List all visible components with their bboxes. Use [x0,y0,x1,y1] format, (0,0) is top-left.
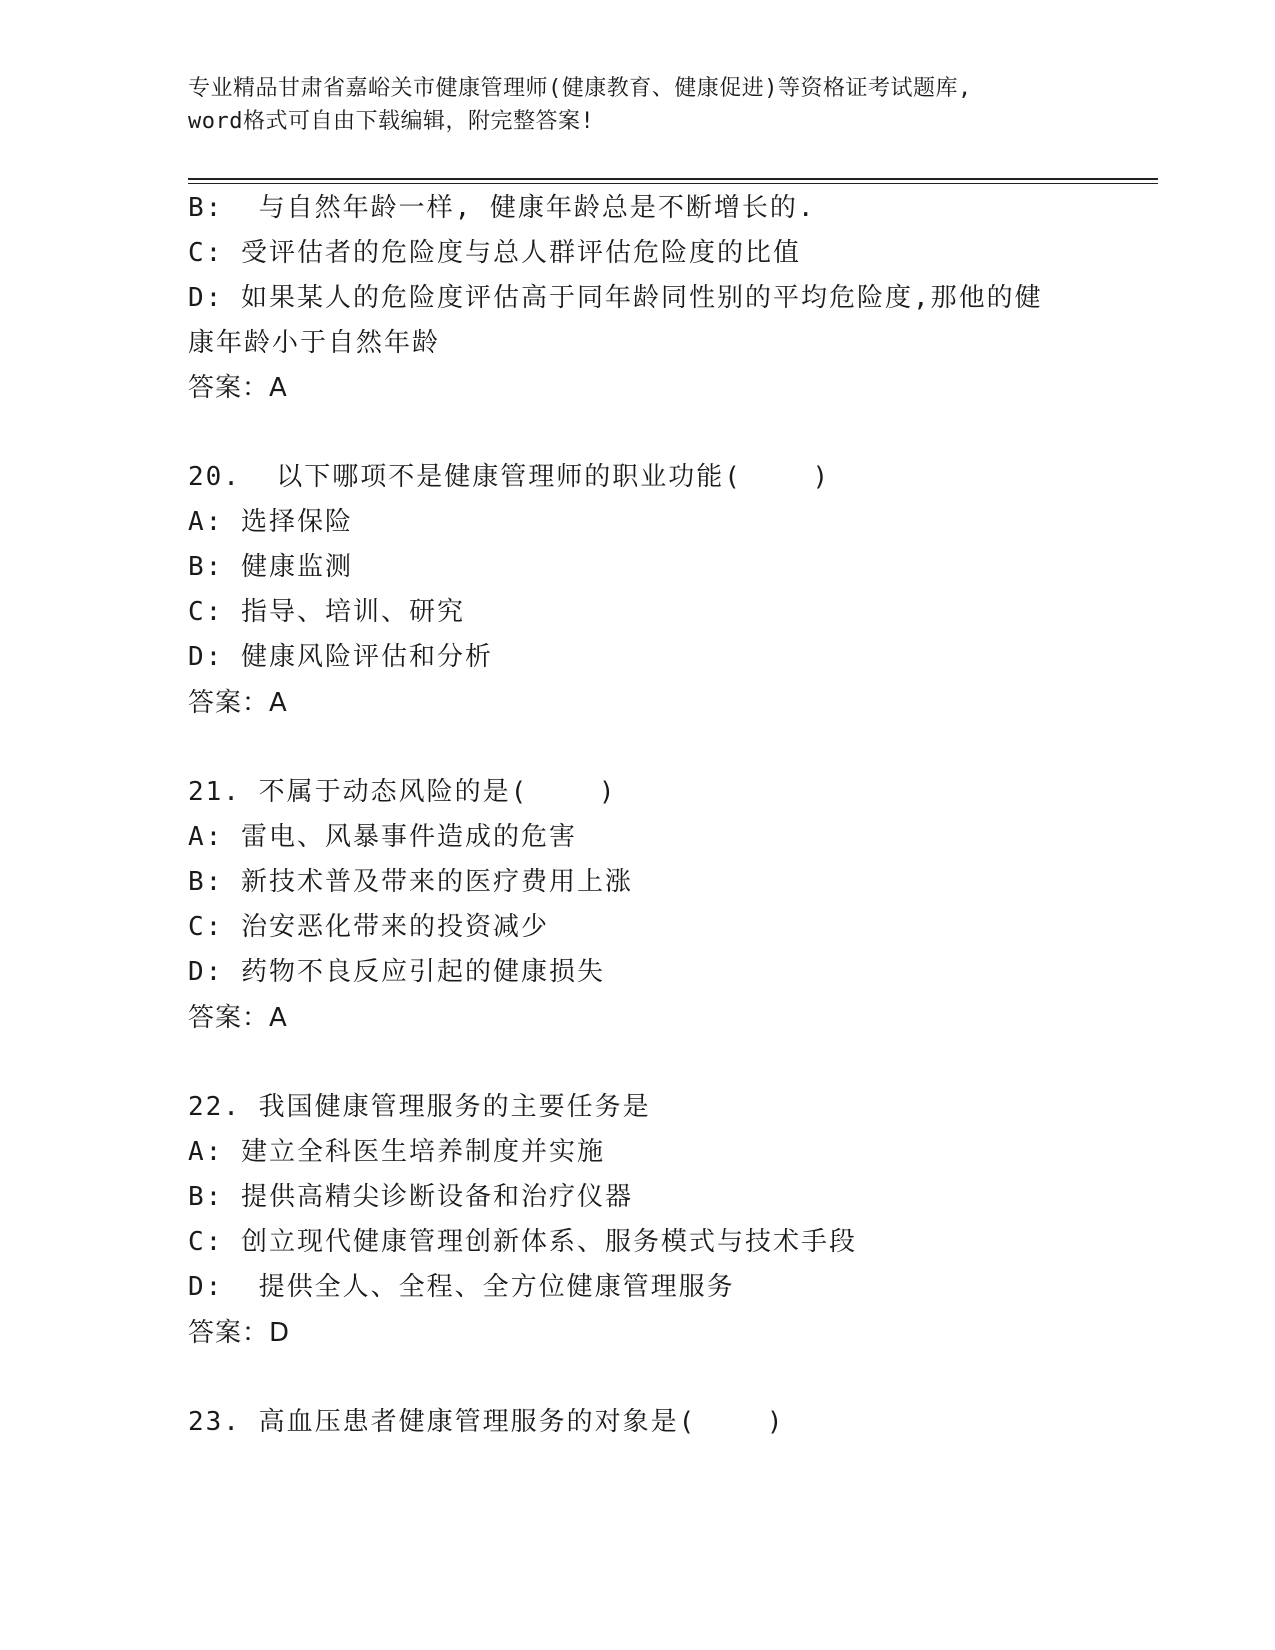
question-22-option-c: C: 创立现代健康管理创新体系、服务模式与技术手段 [188,1227,857,1257]
header-divider-thin [188,183,1158,184]
document-header [188,72,1088,138]
header-divider [188,178,1158,180]
question-21-option-a: A: 雷电、风暴事件造成的危害 [188,822,577,852]
header-line-1: 专业精品甘肃省嘉峪关市健康管理师(健康教育、健康促进)等资格证考试题库, [188,76,972,101]
question-20-option-a: A: 选择保险 [188,507,353,537]
question-20-option-d: D: 健康风险评估和分析 [188,642,493,672]
question-20-option-c: C: 指导、培训、研究 [188,597,465,627]
question-22-option-a: A: 建立全科医生培养制度并实施 [188,1137,605,1167]
question-21-option-c: C: 治安恶化带来的投资减少 [188,912,549,942]
prev-option-d: D: 如果某人的危险度评估高于同年龄同性别的平均危险度,那他的健 [188,283,1043,313]
prev-option-b: B: 与自然年龄一样, 健康年龄总是不断增长的. [188,193,816,223]
question-20-option-b: B: 健康监测 [188,552,353,582]
question-23-title: 23. 高血压患者健康管理服务的对象是( ) [188,1407,785,1437]
question-22-answer: 答案：D [188,1318,291,1348]
question-21-title: 21. 不属于动态风险的是( ) [188,777,617,807]
prev-answer: 答案：A [188,373,288,403]
question-21-answer: 答案：A [188,1003,288,1033]
question-20-title: 20. 以下哪项不是健康管理师的职业功能( ) [188,462,831,492]
question-22-option-b: B: 提供高精尖诊断设备和治疗仪器 [188,1182,633,1212]
question-21-option-b: B: 新技术普及带来的医疗费用上涨 [188,867,633,897]
question-22-title: 22. 我国健康管理服务的主要任务是 [188,1092,651,1122]
prev-option-c: C: 受评估者的危险度与总人群评估危险度的比值 [188,238,801,268]
header-line-2: word格式可自由下载编辑，附完整答案! [188,109,595,134]
question-21-option-d: D: 药物不良反应引起的健康损失 [188,957,605,987]
question-20-answer: 答案：A [188,688,288,718]
prev-option-d-cont: 康年龄小于自然年龄 [188,328,441,358]
question-22-option-d: D: 提供全人、全程、全方位健康管理服务 [188,1272,735,1302]
